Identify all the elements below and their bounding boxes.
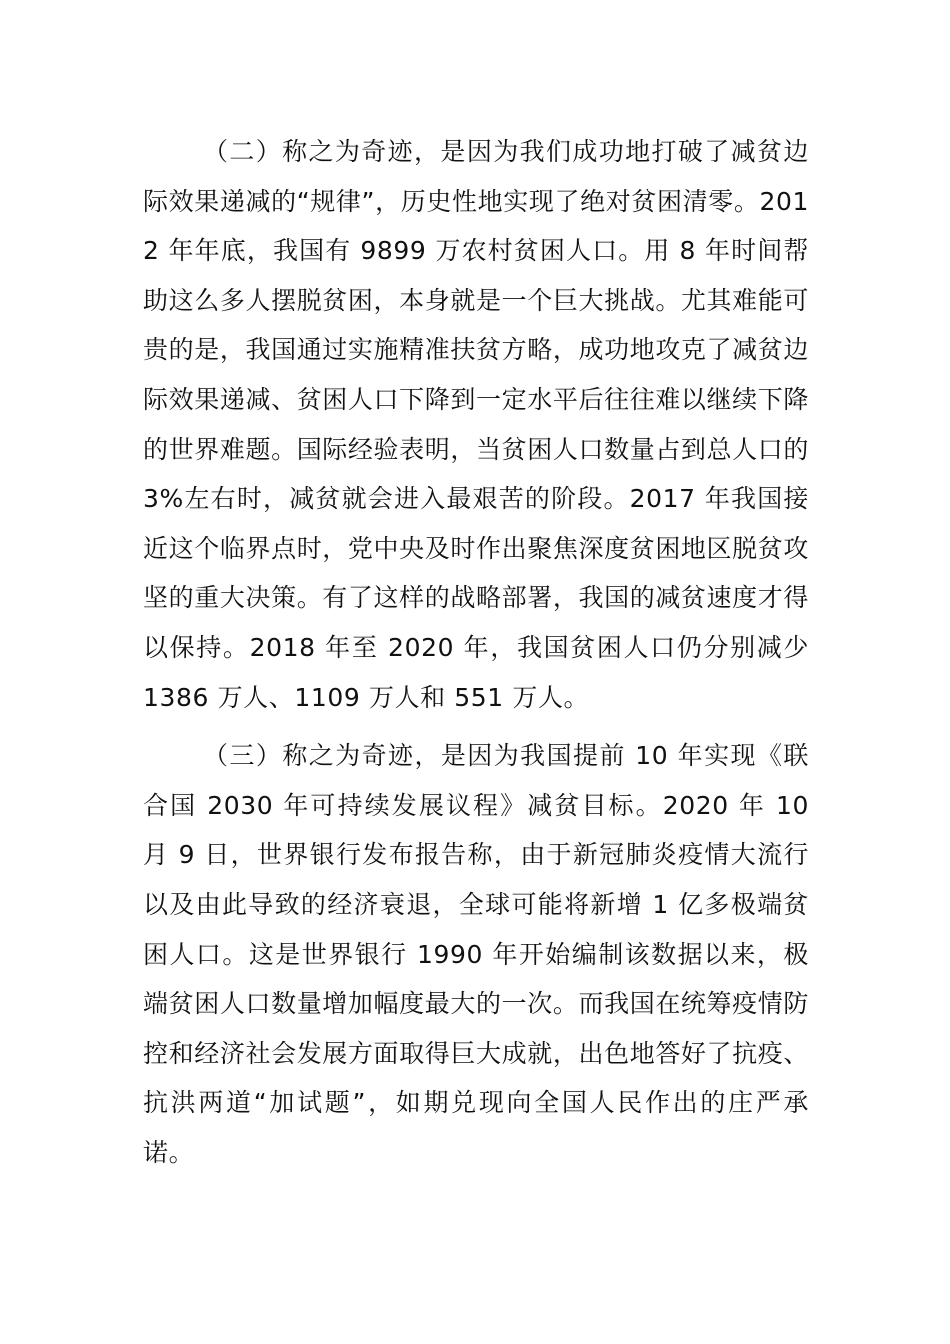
document-page — [143, 127, 809, 1177]
paragraph-three: （三）称之为奇迹，是因为我国提前 10 年实现《联合国 2030 年可持续发展议程》减贫目标。2020 年 10 月 9 日，世界银行发布报告称，由于新冠肺炎疫情大流行以及由此导致的经济衰退，全球可能将新增 1 亿多极端贫困人口。这是世界银行 1990 年开始编制该数据以来，极端贫困人口数量增加幅度最大的一次。而我国在统筹疫情防控和经济社会发展方面取得巨大成就，出色地答好了抗疫、抗洪两道“加试题”，如期兑现向全国人民作出的庄严承诺。 — [143, 741, 809, 1167]
paragraph-two: （二）称之为奇迹，是因为我们成功地打破了减贫边际效果递减的“规律”，历史性地实现了绝对贫困清零。2012 年年底，我国有 9899 万农村贫困人口。用 8 年时间帮助这么多人摆脱贫困，本身就是一个巨大挑战。尤其难能可贵的是，我国通过实施精准扶贫方略，成功地攻克了减贫边际效果递减、贫困人口下降到一定水平后往往难以继续下降的世界难题。国际经验表明，当贫困人口数量占到总人口的 3%左右时，减贫就会进入最艰苦的阶段。2017 年我国接近这个临界点时，党中央及时作出聚焦深度贫困地区脱贫攻坚的重大决策。有了这样的战略部署，我国的减贫速度才得以保持。2018 年至 2020 年，我国贫困人口仍分别减少 1386 万人、1109 万人和 551 万人。 — [143, 137, 809, 712]
